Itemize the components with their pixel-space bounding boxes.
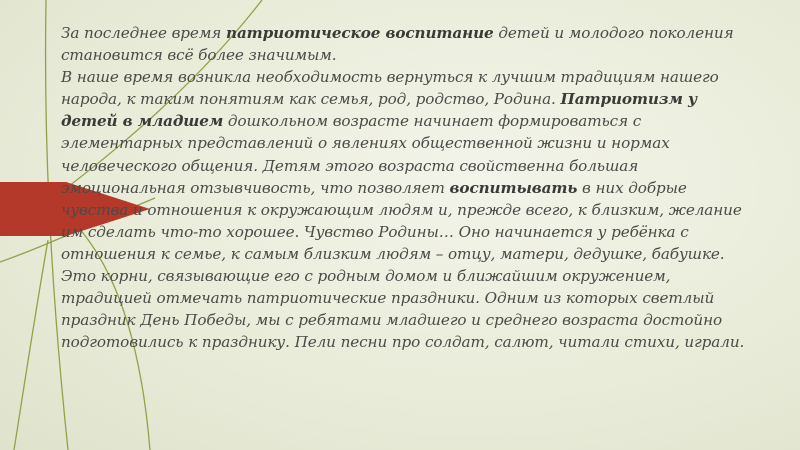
- text-run: За последнее время: [61, 24, 226, 42]
- paragraph-intro: [61, 22, 751, 66]
- text-run: в них добрые чувства и отношения к окружающим людям и, прежде всего, к близким, желание им сделать что-то хорошее. Чувство Родины… Оно начинается у ребёнка с отношения к семье, к самым близким людям – отцу, матери, дедушке, бабушке. Это корни, связывающие его с родным домом и ближайшим окружением, традицией отмечать патриотические праздники. Одним из которых светлый праздник День Победы, мы с ребятами младшего и среднего возраста достойно подготовились к празднику. Пели песни про солдат, салют, читали стихи, играли.: [61, 178, 745, 352]
- text-run-bold: патриотическое воспитание: [226, 24, 494, 42]
- text-run: В наше время возникла необходимость вернуться к лучшим традициям нашего народа, к таким понятиям как семья, род, родство, Родина.: [61, 68, 719, 109]
- paragraph-main: [61, 66, 751, 353]
- text-run-bold: Патриотизм у детей в младшем: [61, 90, 697, 131]
- text-run: детей и молодого поколения становится всё более значимым.: [61, 24, 734, 65]
- slide-text: [61, 22, 751, 353]
- text-run: дошкольном возрасте начинает формироваться с элементарных представлений о явлениях общественной жизни и нормах человеческого общения. Детям этого возраста свойственна большая эмоциональная отзывчивость, что позволяет: [61, 112, 670, 197]
- text-run-bold: воспитывать: [449, 178, 578, 197]
